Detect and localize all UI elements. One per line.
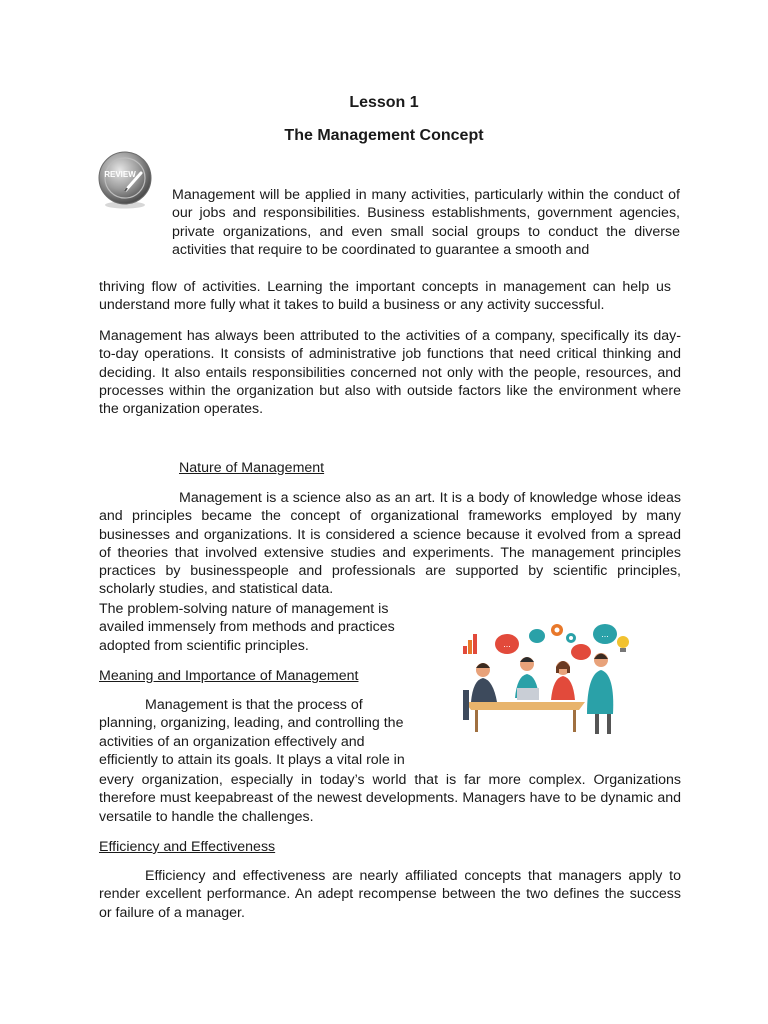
- bubble-dots: ...: [503, 639, 511, 649]
- meaning-continuation: every organization, especially in today’s world that is far more complex. Organizations therefore must keepabreast of the newest developments. Managers have to be dynamic and versatile to handle the challenges.: [99, 772, 681, 825]
- problem-line: availed immensely from methods and practices: [99, 619, 395, 636]
- lesson-number: Lesson 1: [349, 94, 419, 111]
- review-badge-label: REVIEW: [104, 170, 136, 179]
- meaning-line: activities of an organization effectively and: [99, 733, 365, 750]
- meaning-line: Management is that the process of: [145, 697, 363, 713]
- nature-body: Management is a science also as an art. It is a body of knowledge whose ideas and principles became the concept of organizational frameworks employed by many businesses and organizations. It is considered a science because it evolved from a spread of theories that involved extensive studies and experiments. The management principles practices by businesspeople and professionals are supported by scientific principles, scholarly studies, and statistical data.: [99, 490, 681, 598]
- nature-heading: Nature of Management: [179, 460, 325, 476]
- problem-line: The problem-solving nature of management is: [99, 601, 389, 617]
- meaning-side-text: [99, 696, 439, 769]
- review-badge-icon: [96, 150, 154, 210]
- efficiency-heading: Efficiency and Effectiveness: [99, 839, 276, 855]
- bubble-dots: ...: [601, 629, 609, 639]
- meaning-line: efficiently to attain its goals. It plays a vital role in: [99, 751, 405, 768]
- team-meeting-illustration: [455, 618, 637, 738]
- problem-solving-text: [99, 600, 429, 655]
- intro-lead: Management will be applied in many activities, particularly within the conduct of our jobs and responsibilities. Business establishments, government agencies, private organizations, and even small social groups to conduct the diverse activities that require to be coordinated to guarantee a smooth and: [172, 187, 680, 258]
- meaning-line: planning, organizing, leading, and controlling the: [99, 715, 404, 732]
- intro-continuation: thriving flow of activities. Learning the important concepts in management can help us understand more fully what it takes to build a business or any activity successful.: [99, 279, 671, 314]
- lesson-title: The Management Concept: [284, 127, 484, 144]
- efficiency-body: Efficiency and effectiveness are nearly affiliated concepts that managers apply to render excellent performance. An adept recompense between the two defines the success or failure of a manager.: [99, 868, 681, 921]
- meaning-heading: Meaning and Importance of Management: [99, 668, 359, 684]
- problem-line: adopted from scientific principles.: [99, 637, 309, 654]
- paragraph-administration: Management has always been attributed to the activities of a company, specifically its day-to-day operations. It consists of administrative job functions that need critical thinking and deciding. It also entails responsibilities concerned not only with the people, resources, and processes within the organization but also with outside factors like the environment where the organization operates.: [99, 328, 681, 418]
